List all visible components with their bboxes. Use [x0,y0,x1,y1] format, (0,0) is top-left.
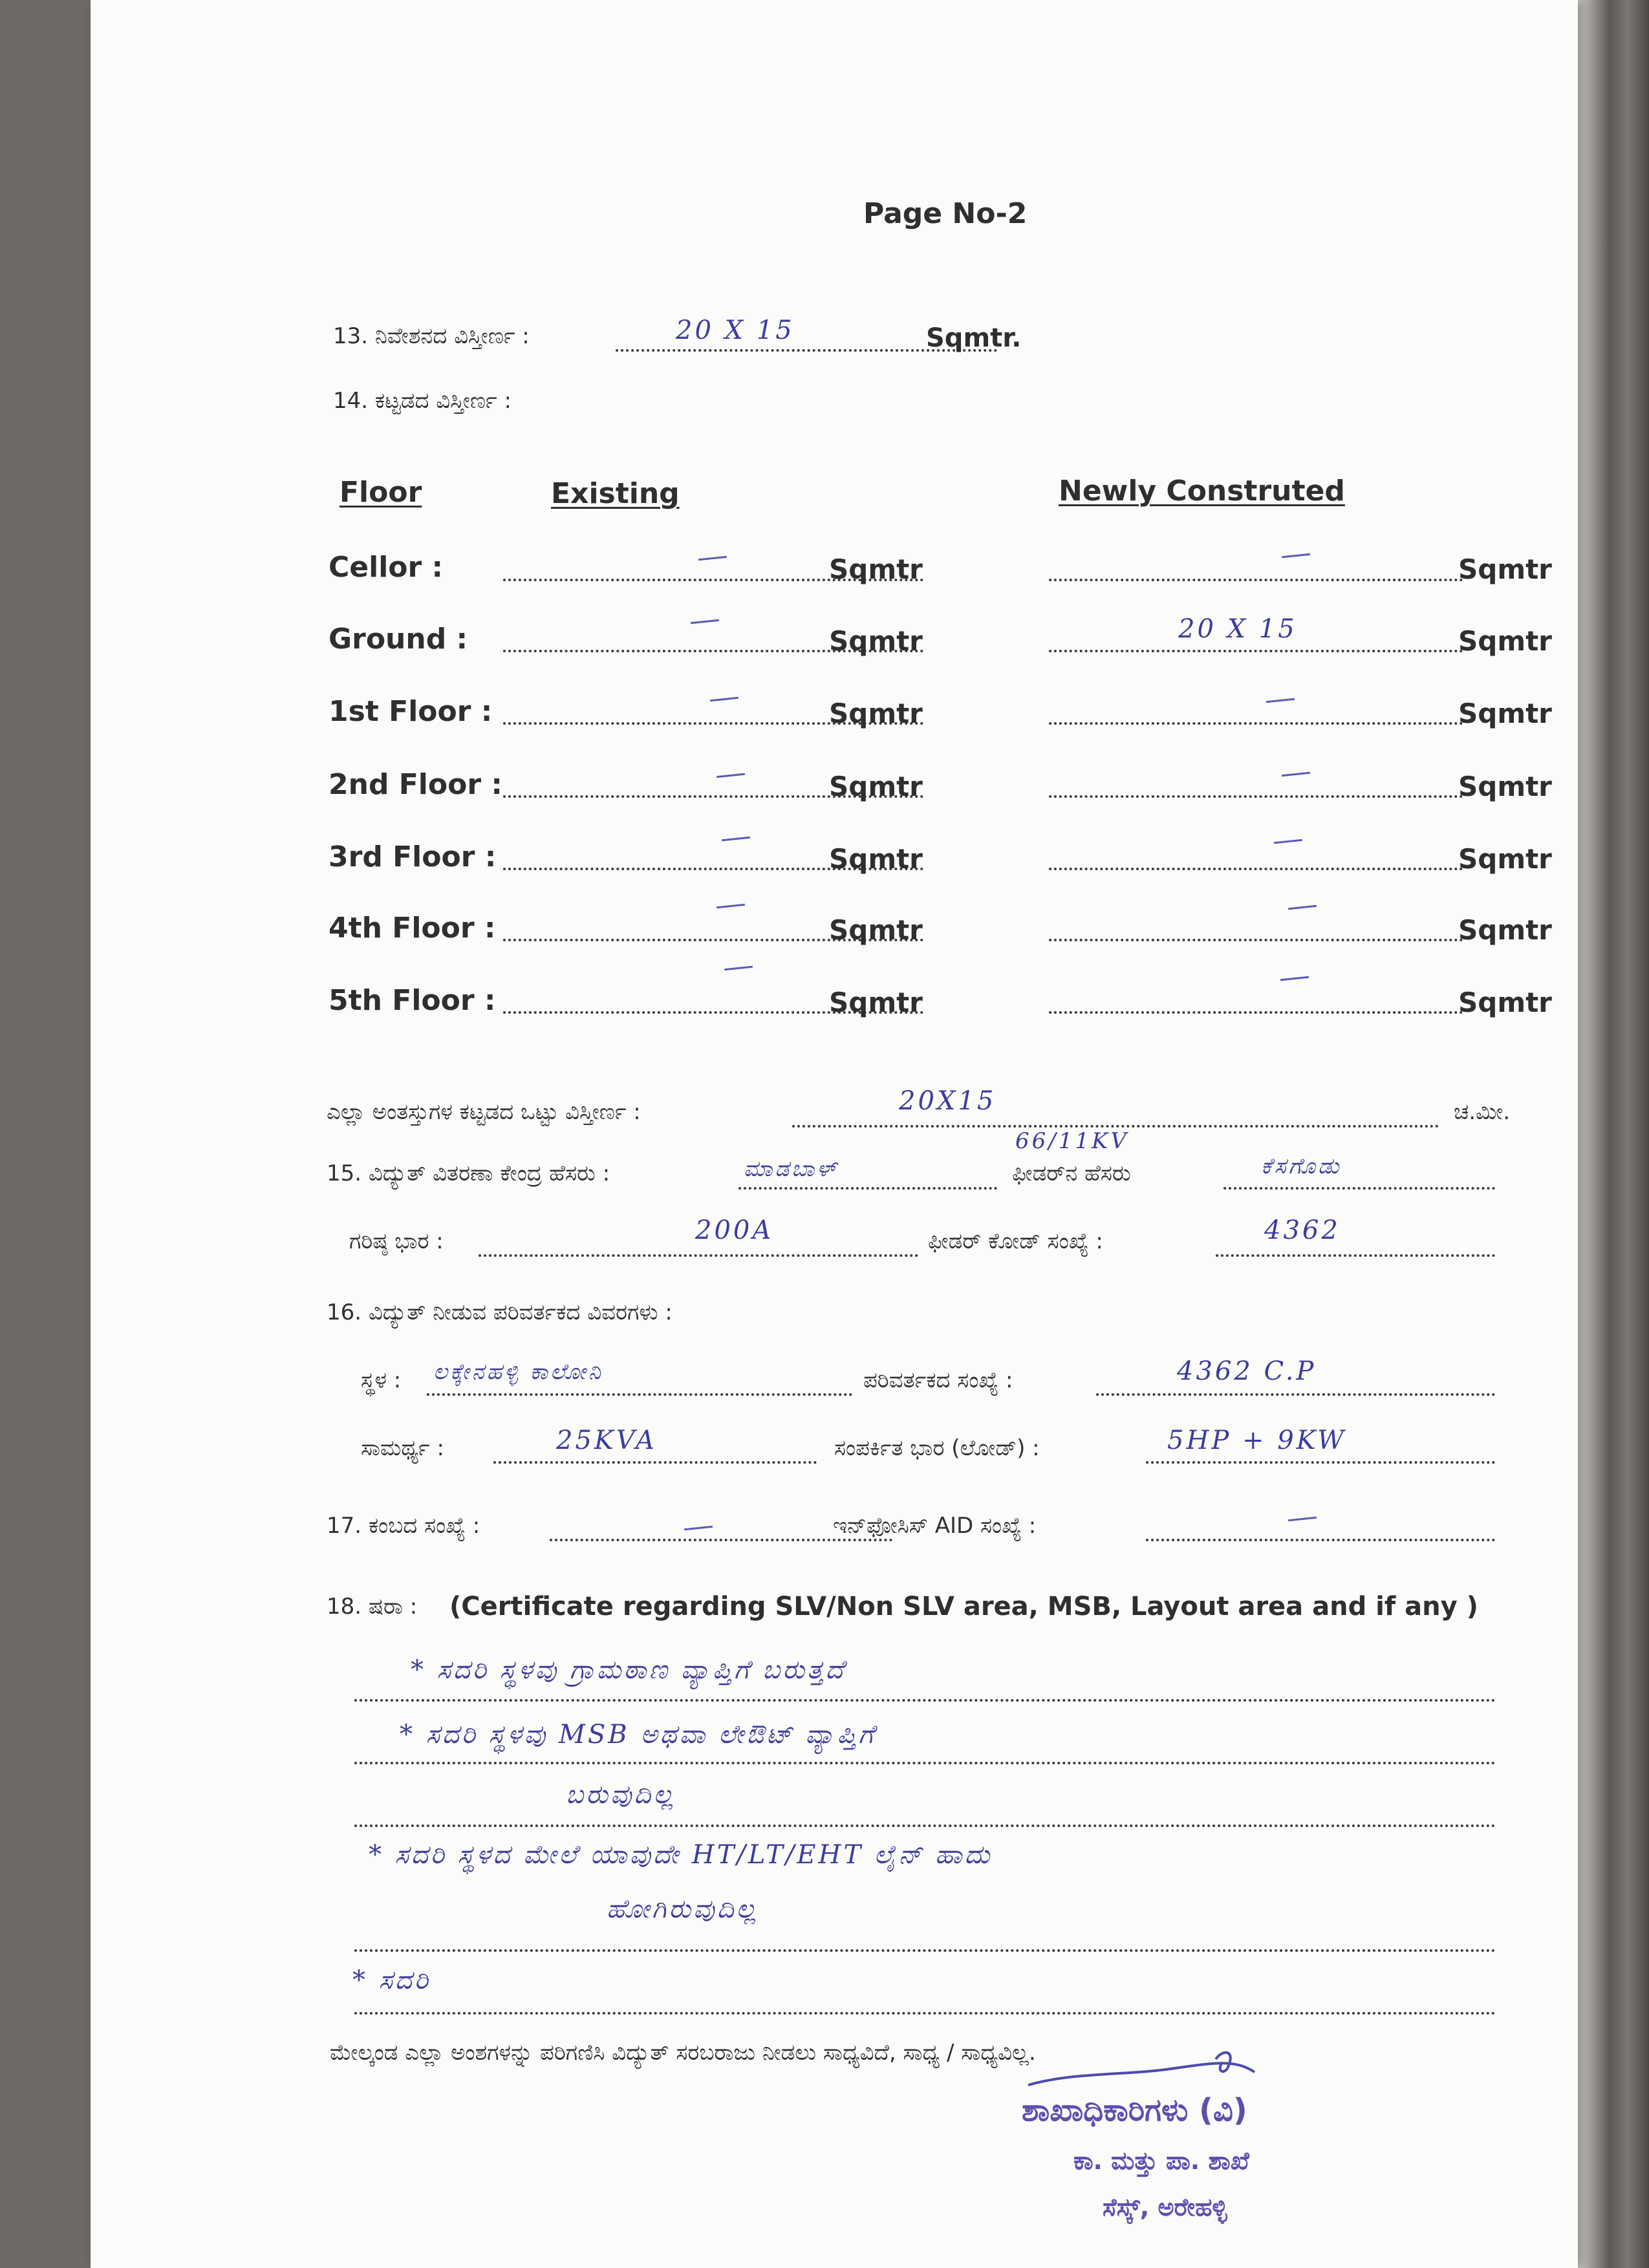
existing-unit: Sqmtr [829,553,923,585]
item13-label: 13. ನಿವೇಶನದ ವಿಸ್ತೀರ್ಣ : [333,323,530,349]
newly-dotted-line [1049,1011,1463,1014]
remarks-dotted-line [354,1824,1496,1827]
place-dotted-line [427,1393,852,1396]
remark-line: * ಸದರಿ ಸ್ಥಳವು ಗ್ರಾಮಠಾಣ ವ್ಯಾಪ್ತಿಗೆ ಬರುತ್ತದೆ [411,1655,846,1685]
remark-line: ಹೋಗಿರುವುದಿಲ್ಲ [607,1894,759,1924]
existing-blank-mark [691,619,719,625]
floor-label: Ground : [329,623,468,656]
remarks-dotted-line [354,1949,1496,1952]
remark-line: * ಸದರಿ [352,1965,431,1995]
header-newly-constructed: Newly Construted [1059,475,1345,508]
existing-unit: Sqmtr [829,625,923,657]
newly-dotted-line [1049,579,1463,581]
header-floor: Floor [339,476,422,509]
existing-blank-mark [717,773,745,778]
floor-label: 1st Floor : [329,695,493,728]
supply-feasibility-statement: ಮೇಲ್ಕಂಡ ಎಲ್ಲಾ ಅಂಶಗಳನ್ನು ಪರಿಗಣಿಸಿ ವಿದ್ಯುತ್ ಸರಬರಾಜು ನೀಡಲು ಸಾಧ್ಯವಿದೆ, ಸಾಧ್ಯ / ಸಾಧ್ಯವಿಲ್ಲ. [330,2040,1036,2066]
item18-certificate-note: (Certificate regarding SLV/Non SLV area, MSB, Layout area and if any ) [449,1592,1478,1621]
newly-ground-value: 20 X 15 [1178,614,1297,644]
feeder-code-label: ಫೀಡರ್ ಕೋಡ್ ಸಂಖ್ಯೆ : [928,1228,1103,1254]
remark-line: * ಸದರಿ ಸ್ಥಳವು MSB ಅಥವಾ ಲೇಔಟ್ ವ್ಯಾಪ್ತಿಗೆ [400,1720,876,1749]
newly-unit: Sqmtr [1458,698,1552,729]
capacity-value: 25KVA [556,1426,657,1455]
remarks-dotted-line [354,2012,1496,2015]
existing-unit: Sqmtr [829,914,923,946]
connected-load-value: 5HP + 9KW [1167,1426,1347,1455]
feeder-code-value: 4362 [1264,1215,1341,1245]
newly-unit: Sqmtr [1458,987,1552,1018]
capacity-dotted-line [493,1461,817,1464]
pole-number-blank-mark [684,1526,713,1531]
total-area-value: 20X15 [899,1086,997,1116]
existing-unit: Sqmtr [829,987,923,1018]
newly-unit: Sqmtr [1458,553,1552,585]
connected-load-dotted-line [1146,1461,1495,1464]
remarks-dotted-line [354,1699,1496,1702]
item15-label: 15. ವಿದ್ಯುತ್ ವಿತರಣಾ ಕೇಂದ್ರ ಹೆಸರು : [327,1161,610,1186]
scan-background-edge [1578,0,1649,2268]
newly-dotted-line [1049,722,1463,725]
newly-dotted-line [1049,795,1463,798]
connected-load-label: ಸಂಪರ್ಕಿತ ಭಾರ (ಲೋಡ್) : [834,1435,1040,1461]
station-dotted-line [738,1187,997,1190]
header-existing: Existing [551,477,680,510]
remarks-dotted-line [354,1762,1496,1764]
station-name-value: ಮಾಡಬಾಳ್ [744,1156,839,1182]
item13-plot-size: 20 X 15 [676,316,795,345]
newly-dotted-line [1049,939,1463,941]
existing-unit: Sqmtr [829,843,923,875]
total-area-unit: ಚ.ಮೀ. [1454,1099,1511,1125]
newly-blank-mark [1282,553,1310,559]
capacity-label: ಸಾಮರ್ಥ್ಯ : [361,1435,444,1461]
floor-label: Cellor : [329,551,444,584]
max-load-dotted-line [479,1254,918,1257]
newly-unit: Sqmtr [1458,843,1552,875]
item13-unit: Sqmtr. [926,323,1022,353]
page-number-title: Page No-2 [863,197,1028,230]
place-value: ಲಕ್ಕೇನಹಳ್ಳಿ ಕಾಲೋನಿ [433,1359,603,1385]
newly-dotted-line [1049,650,1463,652]
item16-label: 16. ವಿದ್ಯುತ್ ನೀಡುವ ಪರಿವರ್ತಕದ ವಿವರಗಳು : [327,1300,673,1325]
aid-number-blank-mark [1288,1517,1317,1522]
stamp-office: ಕಾ. ಮತ್ತು ಪಾ. ಶಾಖೆ [1073,2146,1249,2175]
feeder-name-label: ಫೀಡರ್‌ನ ಹೆಸರು [1012,1161,1131,1186]
existing-unit: Sqmtr [829,698,923,729]
total-area-label: ಎಲ್ಲಾ ಅಂತಸ್ತುಗಳ ಕಟ್ಟಡದ ಒಟ್ಟು ವಿಸ್ತೀರ್ಣ : [327,1099,641,1125]
item18-label: 18. ಷರಾ : [327,1594,418,1620]
newly-dotted-line [1049,868,1463,870]
floor-label: 3rd Floor : [329,840,497,873]
existing-blank-mark [722,837,750,842]
newly-unit: Sqmtr [1458,914,1552,946]
pole-number-dotted-line [550,1539,892,1541]
existing-blank-mark [724,966,753,971]
newly-blank-mark [1282,772,1310,777]
existing-blank-mark [698,556,727,561]
aid-number-label: ಇನ್‌ಫೋಸಿಸ್ AID ಸಂಖ್ಯೆ : [833,1513,1037,1539]
station-voltage-value: 66/11KV [1015,1128,1129,1154]
newly-blank-mark [1280,976,1309,981]
stamp-designation: ಶಾಖಾಧಿಕಾರಿಗಳು (ವಿ) [1022,2092,1247,2128]
existing-blank-mark [710,697,738,702]
stamp-location: ಸೆಸ್ಕ್, ಅರೇಹಳ್ಳಿ [1103,2193,1227,2221]
newly-blank-mark [1274,839,1302,844]
max-load-label: ಗರಿಷ್ಠ ಭಾರ : [349,1228,444,1254]
form-page [91,0,1578,2268]
newly-blank-mark [1266,698,1295,703]
floor-label: 2nd Floor : [329,768,502,801]
feeder-name-value: ಕೆಸಗೊಡು [1261,1153,1342,1179]
item14-label: 14. ಕಟ್ಟಡದ ವಿಸ್ತೀರ್ಣ : [333,388,512,414]
remark-line: ಬರುವುದಿಲ್ಲ [566,1780,676,1810]
aid-number-dotted-line [1146,1539,1495,1541]
floor-label: 5th Floor : [329,984,496,1017]
floor-label: 4th Floor : [329,912,496,945]
remark-line: * ಸದರಿ ಸ್ಥಳದ ಮೇಲೆ ಯಾವುದೇ HT/LT/EHT ಲೈನ್ ಹಾದು [369,1840,993,1870]
transformer-number-value: 4362 C.P [1177,1356,1317,1386]
item17-label: 17. ಕಂಬದ ಸಂಖ್ಯೆ : [327,1513,480,1539]
transformer-number-label: ಪರಿವರ್ತಕದ ಸಂಖ್ಯೆ : [863,1367,1013,1393]
newly-unit: Sqmtr [1458,625,1552,657]
total-dotted-line [792,1125,1439,1128]
existing-unit: Sqmtr [829,771,923,802]
feeder-dotted-line [1223,1187,1495,1190]
max-load-value: 200A [695,1215,774,1245]
transformer-number-dotted-line [1096,1393,1495,1396]
newly-blank-mark [1288,905,1317,910]
existing-blank-mark [717,904,745,909]
place-label: ಸ್ಥಳ : [361,1367,402,1393]
newly-unit: Sqmtr [1458,771,1552,802]
feeder-code-dotted-line [1216,1254,1495,1257]
